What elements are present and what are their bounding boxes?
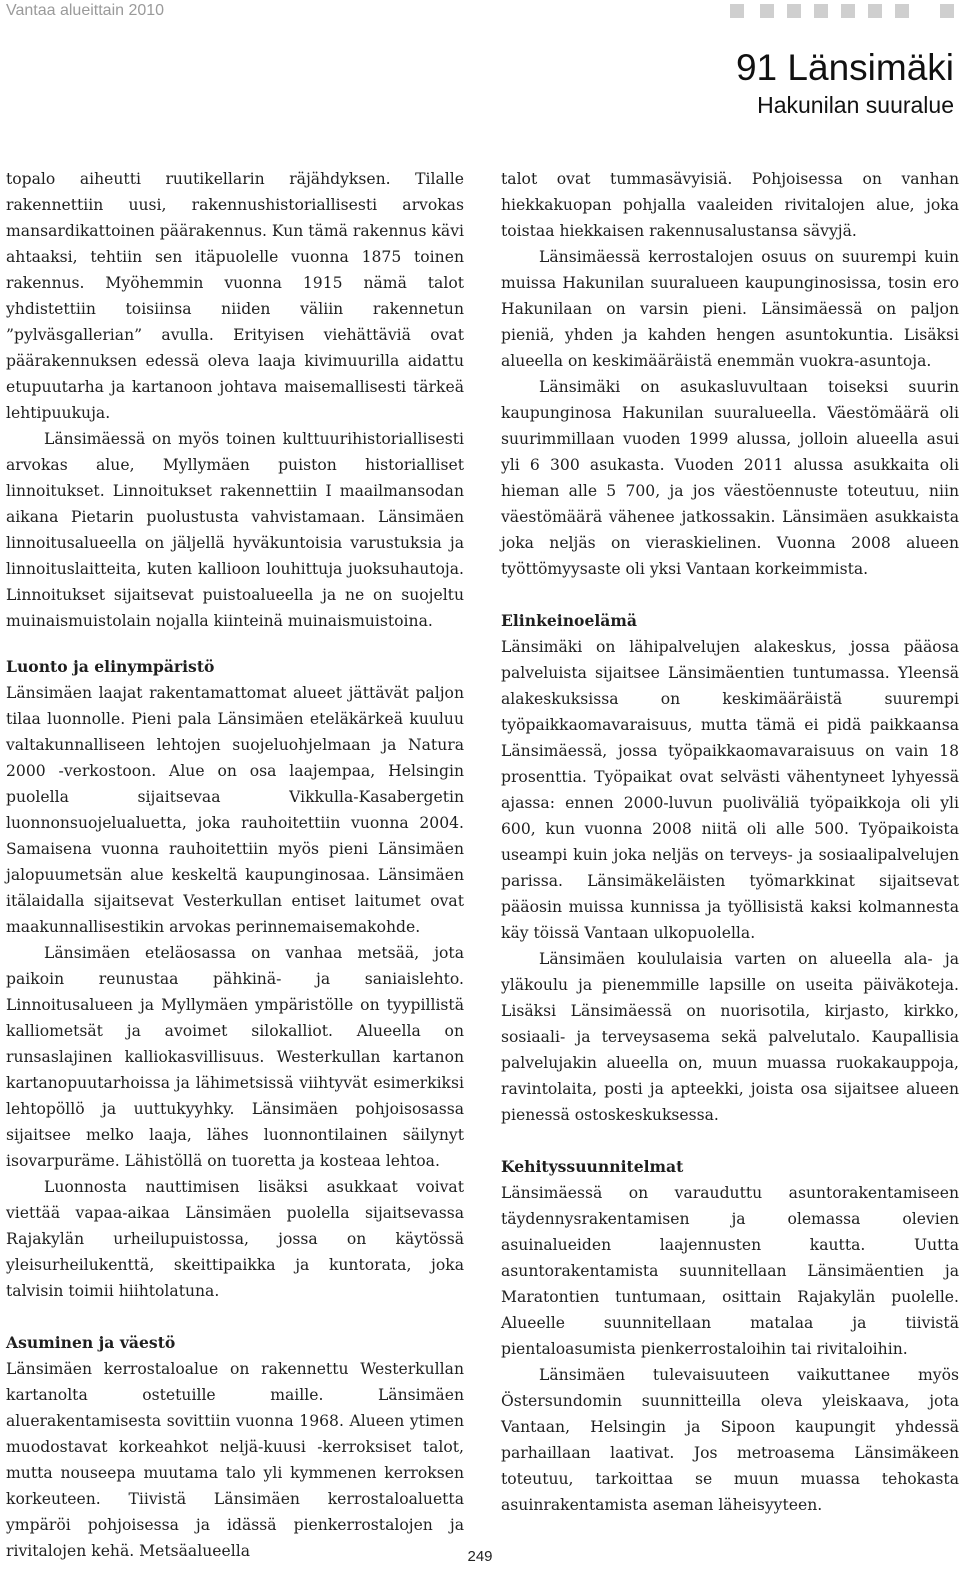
paragraph: Länsimäessä kerrostalojen osuus on suurempi kuin muissa Hakunilan suuralueen kaupunginosissa, tosin ero Hakunilaan on varsin pieni. Länsimäessä on paljon pieniä, yhden ja kahden hengen asuntokuntia. Lisäksi alueella on keskimääräistä enemmän vuokra-asuntoja. [501,248,959,370]
left-column [6,166,464,1564]
section-heading-development: Kehityssuunnitelmat [501,1157,684,1176]
header-decoration [730,4,956,18]
running-head: Vantaa alueittain 2010 [6,2,165,19]
decorative-square-8 [940,4,954,18]
decorative-square-2 [760,4,774,18]
paragraph: talot ovat tummasävyisiä. Pohjoisessa on vanhan hiekkakuopan pohjalla vaaleiden rivitalojen alue, joka toistaa hiekkaisen rakennusalustansa sävyjä. [501,170,959,240]
section-heading-housing: Asuminen ja väestö [6,1333,176,1352]
paragraph: Länsimäki on lähipalvelujen alakeskus, jossa pääosa palveluista sijaitsee Länsimäentien tuntumassa. Yleensä alakeskuksissa on keskimääräistä suurempi työpaikkaomavaraisuus, mutta tämä ei pidä paikkaansa Länsimäessä, jossa työpaikkaomavaraisuus on vain 18 prosenttia. Työpaikat ovat selvästi vähentyneet lyhyessä ajassa: ennen 2000-luvun puoliväliä työpaikkoja oli yli 600, kun vuonna 2008 niitä oli alle 500. Työpaikoista useampi kuin joka neljäs on terveys- ja sosiaalipalvelujen parissa. Länsimäkeläisten työmarkkinat sijaitsevat pääosin muissa kunnissa ja työllisistä kaksi kolmannesta käy töissä Vantaan ulkopuolella. [501,638,959,942]
section-heading-business: Elinkeinoelämä [501,611,638,630]
decorative-square-3 [787,4,801,18]
paragraph: topalo aiheutti ruutikellarin räjähdyksen. Tilalle rakennettiin uusi, rakennushistoriallisesti arvokas mansardikattoinen päärakennus. Kun tämä rakennus kävi ahtaaksi, tehtiin sen itäpuolelle vuonna 1875 toinen rakennus. Myöhemmin vuonna 1915 nämä talot yhdistettiin toisiinsa niiden väliin rakennetun ”pylväsgallerian” avulla. Erityisen viehättäviä ovat päärakennuksen edessä oleva laaja kivimuurilla aidattu etupuutarha ja kartanoon johtava maisemallisesti tärkeä lehtipuukuja. [6,170,464,422]
paragraph: Länsimäessä on myös toinen kulttuurihistoriallisesti arvokas alue, Myllymäen puiston historialliset linnoitukset. Linnoitukset rakennettiin I maailmansodan aikana Pietarin puolustusta vahvistamaan. Länsimäen linnoitusalueella on jäljellä hyväkuntoisia varustuksia ja linnoituslaitteita, kuten kallioon louhittuja juoksuhautoja. Linnoitukset sijaitsevat puistoalueella ja ne on suojeltu muinaismuistolain nojalla kiinteinä muinaismuistoina. [6,430,464,630]
chapter-subtitle: Hakunilan suuralue [757,92,954,118]
section-heading-nature: Luonto ja elinympäristö [6,657,215,676]
paragraph: Länsimäen kerrostaloalue on rakennettu Westerkullan kartanolta ostetuille maille. Länsimäen aluerakentamisesta sovittiin vuonna 1968. Alueen ytimen muodostavat korkeahkot neljä-kuusi -kerroksiset talot, mutta nouseepa muutama talo yli kymmenen kerroksen korkeuteen. Tiivistä Länsimäen kerrostaloaluetta ympäröi pohjoisessa ja idässä pienkerrostalojen ja rivitalojen kehä. Metsäalueella [6,1360,464,1560]
chapter-title: 91 Länsimäki [735,47,954,88]
paragraph: Luonnosta nauttimisen lisäksi asukkaat voivat viettää vapaa-aikaa Länsimäen puolella sijaitsevassa Rajakylän urheilupuistossa, jossa on käytössä yleisurheilukenttä, skeittipaikka ja kuntorata, joka talvisin toimii hiihtolatuna. [6,1178,464,1300]
paragraph: Länsimäessä on varauduttu asuntorakentamiseen täydennysrakentamisen ja olemassa olevien asuinalueiden laajennusten kautta. Uutta asuntorakentamista suunnitellaan Länsimäentien ja Maratontien tuntumaan, osittain Rajakylän puolelle. Alueelle suunnitellaan matalaa ja tiivistä pientaloasumista pienkerrostaloihin tai rivitaloihin. [501,1184,959,1358]
paragraph: Länsimäen laajat rakentamattomat alueet jättävät paljon tilaa luonnolle. Pieni pala Länsimäen eteläkärkeä kuuluu valtakunnalliseen lehtojen suojeluohjelmaan ja Natura 2000 -verkostoon. Alue on osa laajempaa, Helsingin puolella sijaitsevaa Vikkulla-Kasabergetin luonnonsuojelualuetta, joka rauhoitettiin vuonna 2004. Samaisena vuonna rauhoitettiin myös pieni Länsimäen jalopuumetsän alue keskeltä kaupunginosaa. Länsimäen itälaidalla sijaitsevat Vesterkullan entiset laitumet ovat maakunnallisestikin arvokas perinnemaisemakohde. [6,684,464,936]
decorative-square-7 [895,4,909,18]
paragraph: Länsimäen eteläosassa on vanhaa metsää, jota paikoin reunustaa pähkinä- ja saniaislehto. Linnoitusalueen ja Myllymäen ympäristölle on tyypillistä kalliometsät ja avoimet silokalliot. Alueella on runsaslajinen kalliokasvillisuus. Westerkullan kartanon kartanopuutarhoissa ja lähimetsissä viihtyvät esimerkiksi lehtopöllö ja uuttukyyhky. Länsimäen pohjoisosassa sijaitsee melko laaja, lähes luonnontilainen säilynyt isovarpuräme. Lähistöllä on tuoretta ja kosteaa lehtoa. [6,944,464,1170]
decorative-square-1 [730,4,744,18]
page-number: 249 [467,1548,493,1565]
paragraph: Länsimäki on asukasluvultaan toiseksi suurin kaupunginosa Hakunilan suuralueella. Väestömäärä oli suurimmillaan vuoden 1999 alussa, jolloin alueella asui yli 6 300 asukasta. Vuoden 2011 alussa asukkaita oli hieman alle 5 700, ja jos väestöennuste toteutuu, niin väestömäärä vähenee jatkossakin. Länsimäen asukkaista joka neljäs on vieraskielinen. Vuonna 2008 alueen työttömyysaste oli yksi Vantaan korkeimmista. [501,378,959,578]
decorative-square-4 [814,4,828,18]
decorative-square-5 [841,4,855,18]
paragraph: Länsimäen koululaisia varten on alueella ala- ja yläkoulu ja pienemmille lapsille on useita päiväkoteja. Lisäksi Länsimäessä on nuorisotila, kirjasto, kirkko, sosiaali- ja terveysasema sekä palvelutalo. Kaupallisia palvelujakin alueella on, muun muassa ruokakauppoja, ravintolaita, posti ja apteekki, joista osa sijaitsee alueen pienessä ostoskeskuksessa. [501,950,959,1124]
decorative-square-6 [868,4,882,18]
right-column [501,166,959,1518]
paragraph: Länsimäen tulevaisuuteen vaikuttanee myös Östersundomin suunnitteilla oleva yleiskaava, jota Vantaan, Helsingin ja Sipoon kaupungit yhdessä parhaillaan laativat. Jos metroasema Länsimäkeen toteutuu, tarkoittaa se muun muassa tehokasta asuinrakentamista aseman läheisyyteen. [501,1366,959,1514]
